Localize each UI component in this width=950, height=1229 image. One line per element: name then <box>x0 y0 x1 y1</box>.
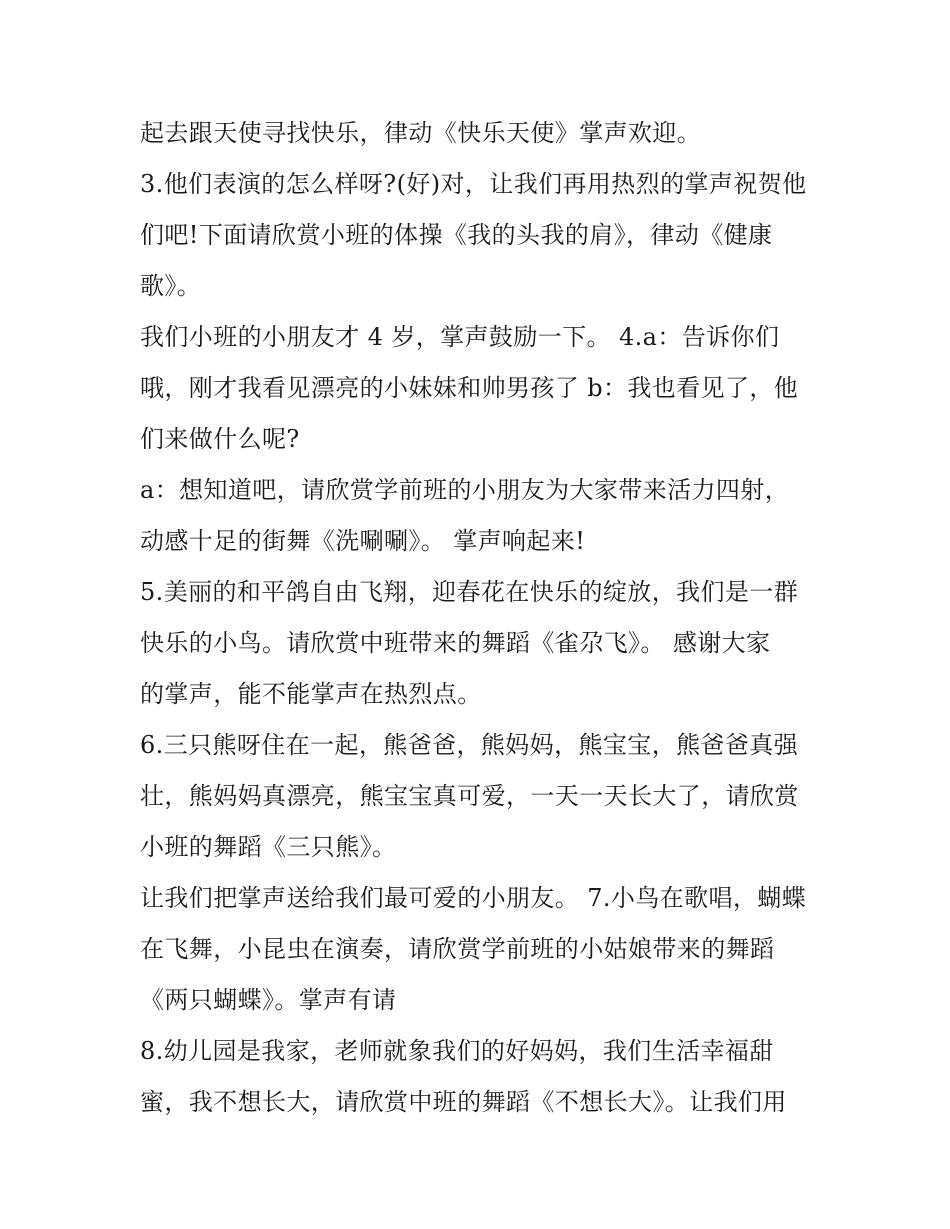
text-line: 6.三只熊呀住在一起，熊爸爸，熊妈妈，熊宝宝，熊爸爸真强 <box>140 731 799 759</box>
text-line: 在飞舞，小昆虫在演奏，请欣赏学前班的小姑娘带来的舞蹈 <box>140 935 775 963</box>
text-line: 《两只蝴蝶》。掌声有请 <box>140 986 397 1014</box>
text-line: 们来做什么呢? <box>140 425 300 453</box>
text-line: 蜜，我不想长大，请欣赏中班的舞蹈《不想长大》。让我们用 <box>140 1088 787 1116</box>
text-line: 的掌声，能不能掌声在热烈点。 <box>140 680 482 708</box>
text-line: 5.美丽的和平鸽自由飞翔，迎春花在快乐的绽放，我们是一群 <box>140 578 799 606</box>
text-line: 哦，刚才我看见漂亮的小妹妹和帅男孩了 b：我也看见了，他 <box>140 374 799 402</box>
text-line: 小班的舞蹈《三只熊》。 <box>140 833 397 861</box>
text-line: 8.幼儿园是我家，老师就象我们的好妈妈，我们生活幸福甜 <box>140 1037 774 1065</box>
text-line: 壮，熊妈妈真漂亮，熊宝宝真可爱，一天一天长大了，请欣赏 <box>140 782 799 810</box>
text-line: 们吧!下面请欣赏小班的体操《我的头我的肩》，律动《健康 <box>140 221 773 249</box>
text-line: 歌》。 <box>140 272 202 300</box>
text-line: a：想知道吧，请欣赏学前班的小朋友为大家带来活力四射， <box>140 476 790 504</box>
text-line: 快乐的小鸟。请欣赏中班带来的舞蹈《雀尕飞》。 感谢大家 <box>140 629 771 657</box>
document-body <box>140 108 830 1128</box>
text-line: 起去跟天使寻找快乐，律动《快乐天使》掌声欢迎。 <box>140 119 702 147</box>
text-line: 我们小班的小朋友才 4 岁，掌声鼓励一下。 4.a：告诉你们 <box>140 323 780 351</box>
text-line: 让我们把掌声送给我们最可爱的小朋友。 7.小鸟在歌唱，蝴蝶 <box>140 884 807 912</box>
text-line: 3.他们表演的怎么样呀?(好)对，让我们再用热烈的掌声祝贺他 <box>140 170 807 198</box>
text-line: 动感十足的街舞《洗唰唰》。 掌声响起来! <box>140 527 586 555</box>
